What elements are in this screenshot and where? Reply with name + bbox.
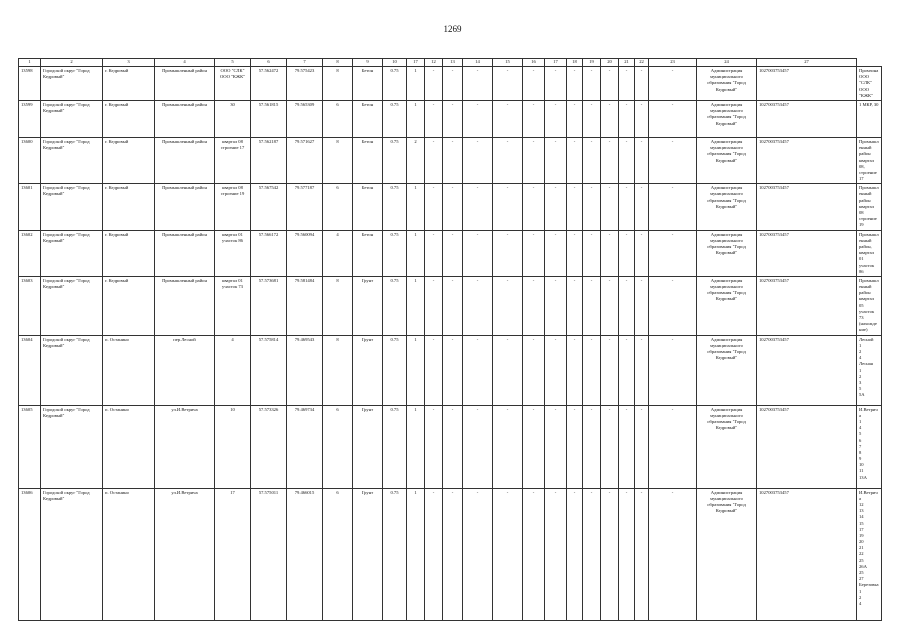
cell-sources: Промышленный район квартал 05 участок 73 (нахождение) <box>857 276 882 335</box>
cell-sources: Промышленный район квартал 08, строение 17 <box>857 137 882 183</box>
cell-lat: 57.561815 <box>251 100 287 137</box>
cell-dash: - <box>567 230 583 276</box>
cell-dash: - <box>635 405 649 488</box>
cell-dash: - <box>545 67 567 101</box>
cell-dash: - <box>493 405 523 488</box>
cell-area: 6 <box>323 488 353 620</box>
column-header: 24 <box>697 59 757 67</box>
cell-dash: - <box>523 184 545 230</box>
cell-ogrn: 1027003753457 <box>757 184 857 230</box>
column-header: 20 <box>601 59 619 67</box>
cell-area: 8 <box>323 137 353 183</box>
column-header: 15 <box>493 59 523 67</box>
cell-dash: - <box>567 488 583 620</box>
table-row <box>19 276 882 335</box>
cell-dash: - <box>493 137 523 183</box>
table-row <box>19 335 882 405</box>
cell-surface: Грунт <box>353 276 383 335</box>
cell-dash: - <box>545 276 567 335</box>
cell-volume: 0.75 <box>383 67 407 101</box>
table-row <box>19 67 882 101</box>
cell-district: Городской округ "Город Кедровый" <box>41 100 103 137</box>
cell-surface: Грунт <box>353 488 383 620</box>
cell-dash: - <box>545 488 567 620</box>
cell-dash: - <box>443 137 463 183</box>
cell-surface: Бетон <box>353 137 383 183</box>
cell-house: квартал 01 участок 86 <box>215 230 251 276</box>
table-row <box>19 488 882 620</box>
cell-dash: - <box>649 137 697 183</box>
cell-dash: - <box>425 184 443 230</box>
cell-dash: - <box>443 405 463 488</box>
cell-dash: - <box>649 100 697 137</box>
cell-dash: - <box>619 184 635 230</box>
cell-volume: 0.75 <box>383 230 407 276</box>
cell-dash: - <box>635 276 649 335</box>
cell-dash: - <box>545 230 567 276</box>
cell-dash: - <box>545 137 567 183</box>
cell-lon: 79.581484 <box>287 276 323 335</box>
cell-owner: Администрация муниципального образования "Город Кедровый" <box>697 100 757 137</box>
cell-area: 8 <box>323 67 353 101</box>
cell-dash: - <box>619 67 635 101</box>
cell-dash: - <box>583 488 601 620</box>
column-header: 8 <box>323 59 353 67</box>
cell-dash: - <box>425 405 443 488</box>
cell-containers: 1 <box>407 67 425 101</box>
cell-surface: Бетон <box>353 184 383 230</box>
cell-area: 6 <box>323 184 353 230</box>
cell-area: 6 <box>323 405 353 488</box>
cell-volume: 0.75 <box>383 276 407 335</box>
cell-dash: - <box>463 67 493 101</box>
cell-lon: 79.469734 <box>287 405 323 488</box>
cell-dash: - <box>649 184 697 230</box>
cell-dash: - <box>443 230 463 276</box>
cell-dash: - <box>493 184 523 230</box>
cell-street: ул.И.Ветрича <box>155 405 215 488</box>
cell-ogrn: 1027003753457 <box>757 67 857 101</box>
cell-house: квартал 08 строение 19 <box>215 184 251 230</box>
cell-dash: - <box>493 67 523 101</box>
cell-dash: - <box>567 100 583 137</box>
cell-dash: - <box>583 67 601 101</box>
cell-area: 4 <box>323 230 353 276</box>
cell-dash: - <box>649 488 697 620</box>
cell-dash: - <box>619 488 635 620</box>
cell-lon: 79.466015 <box>287 488 323 620</box>
cell-ogrn: 1027003753457 <box>757 137 857 183</box>
cell-area: 6 <box>323 100 353 137</box>
column-header: 21 <box>619 59 635 67</box>
cell-volume: 0.75 <box>383 137 407 183</box>
table-row <box>19 230 882 276</box>
cell-dash: - <box>601 67 619 101</box>
column-header: 2 <box>41 59 103 67</box>
cell-ogrn: 1027003753457 <box>757 276 857 335</box>
cell-dash: - <box>601 137 619 183</box>
cell-dash: - <box>523 405 545 488</box>
cell-house: ООО "СЛК" ООО "КЖК" <box>215 67 251 101</box>
cell-dash: - <box>493 335 523 405</box>
cell-dash: - <box>425 276 443 335</box>
column-header: 16 <box>523 59 545 67</box>
column-header: 3 <box>103 59 155 67</box>
cell-dash: - <box>493 100 523 137</box>
cell-lon: 79.469543 <box>287 335 323 405</box>
cell-containers: 2 <box>407 137 425 183</box>
column-header: 18 <box>567 59 583 67</box>
cell-house: квартал 01 участок 73 <box>215 276 251 335</box>
column-header: 23 <box>649 59 697 67</box>
table-row <box>19 184 882 230</box>
cell-district: Городской округ "Город Кедровый" <box>41 488 103 620</box>
cell-street: пер.Лесной <box>155 335 215 405</box>
cell-id: 13606 <box>19 488 41 620</box>
cell-district: Городской округ "Город Кедровый" <box>41 184 103 230</box>
cell-ogrn: 1027003753457 <box>757 100 857 137</box>
cell-owner: Администрация муниципального образования "Город Кедровый" <box>697 488 757 620</box>
cell-settlement: г. Кедровый <box>103 100 155 137</box>
cell-lon: 79.560094 <box>287 230 323 276</box>
cell-containers: 1 <box>407 184 425 230</box>
cell-lat: 57.562472 <box>251 67 287 101</box>
cell-sources: И.Ветрича 12 13 14 15 17 19 20 21 22 25 26А 25 27 Березовка 1 2 4 <box>857 488 882 620</box>
cell-dash: - <box>635 184 649 230</box>
cell-volume: 0.75 <box>383 488 407 620</box>
cell-dash: - <box>463 100 493 137</box>
cell-surface: Бетон <box>353 67 383 101</box>
cell-containers: 1 <box>407 488 425 620</box>
cell-lon: 79.575423 <box>287 67 323 101</box>
cell-owner: Администрация муниципального образования "Город Кедровый" <box>697 184 757 230</box>
cell-district: Городской округ "Город Кедровый" <box>41 405 103 488</box>
cell-dash: - <box>493 488 523 620</box>
cell-id: 13602 <box>19 230 41 276</box>
cell-dash: - <box>583 230 601 276</box>
cell-sources: 1 МКР, 30 <box>857 100 882 137</box>
cell-dash: - <box>425 67 443 101</box>
cell-settlement: г. Кедровый <box>103 276 155 335</box>
cell-area: 8 <box>323 335 353 405</box>
cell-surface: Грунт <box>353 335 383 405</box>
registry-table <box>18 58 882 621</box>
cell-owner: Администрация муниципального образования "Город Кедровый" <box>697 405 757 488</box>
column-header: 4 <box>155 59 215 67</box>
cell-dash: - <box>619 100 635 137</box>
cell-dash: - <box>443 276 463 335</box>
column-header: 22 <box>635 59 649 67</box>
cell-owner: Администрация муниципального образования "Город Кедровый" <box>697 230 757 276</box>
column-header: 13 <box>443 59 463 67</box>
cell-volume: 0.75 <box>383 405 407 488</box>
cell-lat: 57.573326 <box>251 405 287 488</box>
cell-dash: - <box>567 67 583 101</box>
cell-dash: - <box>635 137 649 183</box>
column-header: 1 <box>19 59 41 67</box>
cell-dash: - <box>635 335 649 405</box>
column-header: 14 <box>463 59 493 67</box>
cell-dash: - <box>463 230 493 276</box>
cell-ogrn: 1027003753457 <box>757 335 857 405</box>
cell-dash: - <box>649 276 697 335</box>
cell-dash: - <box>425 230 443 276</box>
cell-street: Промышленный район <box>155 67 215 101</box>
column-header: 12 <box>425 59 443 67</box>
cell-sources: Промышленный район, квартал 01 участок 86 <box>857 230 882 276</box>
cell-dash: - <box>523 335 545 405</box>
cell-dash: - <box>601 184 619 230</box>
cell-settlement: г. Кедровый <box>103 67 155 101</box>
cell-dash: - <box>443 100 463 137</box>
cell-dash: - <box>619 276 635 335</box>
cell-ogrn: 1027003753457 <box>757 488 857 620</box>
cell-settlement: п. Останино <box>103 405 155 488</box>
cell-dash: - <box>583 100 601 137</box>
cell-owner: Администрация муниципального образования "Город Кедровый" <box>697 276 757 335</box>
cell-dash: - <box>635 67 649 101</box>
cell-dash: - <box>601 335 619 405</box>
column-header: 17 <box>545 59 567 67</box>
cell-dash: - <box>545 335 567 405</box>
cell-dash: - <box>523 67 545 101</box>
cell-dash: - <box>523 230 545 276</box>
cell-dash: - <box>619 137 635 183</box>
cell-dash: - <box>463 405 493 488</box>
cell-containers: 1 <box>407 405 425 488</box>
column-header: 17 <box>407 59 425 67</box>
cell-dash: - <box>649 230 697 276</box>
cell-dash: - <box>583 184 601 230</box>
cell-district: Городской округ "Город Кедровый" <box>41 276 103 335</box>
cell-settlement: п. Останино <box>103 335 155 405</box>
cell-dash: - <box>649 405 697 488</box>
cell-ogrn: 1027003753457 <box>757 405 857 488</box>
cell-sources: Промышленный район квартал 08 строение 19 <box>857 184 882 230</box>
cell-street: ул.И.Ветрича <box>155 488 215 620</box>
cell-dash: - <box>443 67 463 101</box>
cell-district: Городской округ "Город Кедровый" <box>41 230 103 276</box>
cell-id: 13600 <box>19 137 41 183</box>
cell-containers: 1 <box>407 100 425 137</box>
cell-id: 13599 <box>19 100 41 137</box>
cell-lat: 57.566172 <box>251 230 287 276</box>
cell-dash: - <box>619 405 635 488</box>
cell-id: 13604 <box>19 335 41 405</box>
cell-dash: - <box>443 184 463 230</box>
table-body <box>19 67 882 621</box>
cell-dash: - <box>523 100 545 137</box>
cell-dash: - <box>583 335 601 405</box>
cell-house: 30 <box>215 100 251 137</box>
cell-street: Промышленный район <box>155 276 215 335</box>
table-row <box>19 405 882 488</box>
cell-dash: - <box>493 276 523 335</box>
cell-dash: - <box>425 137 443 183</box>
cell-dash: - <box>601 405 619 488</box>
table-row <box>19 100 882 137</box>
cell-dash: - <box>567 137 583 183</box>
cell-house: 4 <box>215 335 251 405</box>
cell-dash: - <box>425 100 443 137</box>
cell-dash: - <box>545 184 567 230</box>
cell-volume: 0.75 <box>383 335 407 405</box>
table-header-row <box>19 59 882 67</box>
table-row <box>19 137 882 183</box>
cell-id: 13605 <box>19 405 41 488</box>
cell-house: 10 <box>215 405 251 488</box>
cell-containers: 1 <box>407 335 425 405</box>
cell-surface: Бетон <box>353 100 383 137</box>
cell-containers: 1 <box>407 276 425 335</box>
cell-settlement: п. Останино <box>103 488 155 620</box>
cell-dash: - <box>463 335 493 405</box>
cell-street: Промышленный район <box>155 137 215 183</box>
cell-dash: - <box>545 100 567 137</box>
cell-dash: - <box>463 488 493 620</box>
cell-house: квартал 08 строение 17 <box>215 137 251 183</box>
cell-settlement: г. Кедровый <box>103 230 155 276</box>
cell-dash: - <box>635 100 649 137</box>
cell-dash: - <box>425 488 443 620</box>
column-header: 27 <box>757 59 857 67</box>
cell-street: Промышленный район <box>155 230 215 276</box>
column-header: 10 <box>383 59 407 67</box>
cell-dash: - <box>649 67 697 101</box>
cell-owner: Администрация муниципального образования "Город Кедровый" <box>697 335 757 405</box>
cell-id: 13601 <box>19 184 41 230</box>
cell-dash: - <box>583 405 601 488</box>
cell-containers: 1 <box>407 230 425 276</box>
cell-lat: 57.567542 <box>251 184 287 230</box>
cell-lat: 57.575011 <box>251 488 287 620</box>
cell-settlement: г. Кедровый <box>103 184 155 230</box>
cell-dash: - <box>601 276 619 335</box>
cell-dash: - <box>601 230 619 276</box>
cell-district: Городской округ "Город Кедровый" <box>41 67 103 101</box>
cell-sources: Промзона ООО "СЛК" ООО "КЖК" <box>857 67 882 101</box>
cell-dash: - <box>523 137 545 183</box>
cell-dash: - <box>635 488 649 620</box>
cell-dash: - <box>425 335 443 405</box>
cell-dash: - <box>635 230 649 276</box>
cell-house: 17 <box>215 488 251 620</box>
cell-lat: 57.575814 <box>251 335 287 405</box>
cell-district: Городской округ "Город Кедровый" <box>41 137 103 183</box>
column-header: 6 <box>251 59 287 67</box>
cell-lon: 79.565309 <box>287 100 323 137</box>
cell-dash: - <box>443 488 463 620</box>
cell-id: 13598 <box>19 67 41 101</box>
cell-surface: Бетон <box>353 230 383 276</box>
cell-street: Промышленный район <box>155 184 215 230</box>
cell-dash: - <box>601 488 619 620</box>
cell-dash: - <box>601 100 619 137</box>
cell-lat: 57.573681 <box>251 276 287 335</box>
column-header: 19 <box>583 59 601 67</box>
cell-area: 8 <box>323 276 353 335</box>
page-number: 1269 <box>443 24 462 34</box>
cell-street: Промышленный район <box>155 100 215 137</box>
cell-dash: - <box>523 276 545 335</box>
cell-id: 13603 <box>19 276 41 335</box>
cell-ogrn: 1027003753457 <box>757 230 857 276</box>
cell-dash: - <box>619 230 635 276</box>
cell-dash: - <box>493 230 523 276</box>
cell-dash: - <box>523 488 545 620</box>
column-header: 9 <box>353 59 383 67</box>
cell-sources: Лесной 1 2 4 Лесная 1 2 3 5 5А <box>857 335 882 405</box>
cell-surface: Грунт <box>353 405 383 488</box>
cell-dash: - <box>583 137 601 183</box>
cell-dash: - <box>649 335 697 405</box>
column-header: 7 <box>287 59 323 67</box>
cell-lon: 79.577187 <box>287 184 323 230</box>
cell-dash: - <box>567 276 583 335</box>
cell-dash: - <box>567 405 583 488</box>
cell-volume: 0.75 <box>383 100 407 137</box>
cell-dash: - <box>583 276 601 335</box>
column-header: 5 <box>215 59 251 67</box>
cell-owner: Администрация муниципального образования "Город Кедровый" <box>697 67 757 101</box>
cell-dash: - <box>619 335 635 405</box>
cell-dash: - <box>545 405 567 488</box>
cell-dash: - <box>463 137 493 183</box>
cell-dash: - <box>567 335 583 405</box>
cell-volume: 0.75 <box>383 184 407 230</box>
cell-lat: 57.562187 <box>251 137 287 183</box>
cell-district: Городской округ "Город Кедровый" <box>41 335 103 405</box>
cell-sources: И.Ветрича 1 4 5 6 7 8 9 10 11 13А <box>857 405 882 488</box>
cell-lon: 79.571627 <box>287 137 323 183</box>
cell-dash: - <box>463 184 493 230</box>
cell-dash: - <box>567 184 583 230</box>
cell-dash: - <box>443 335 463 405</box>
cell-owner: Администрация муниципального образования "Город Кедровый" <box>697 137 757 183</box>
cell-dash: - <box>463 276 493 335</box>
cell-settlement: г. Кедровый <box>103 137 155 183</box>
